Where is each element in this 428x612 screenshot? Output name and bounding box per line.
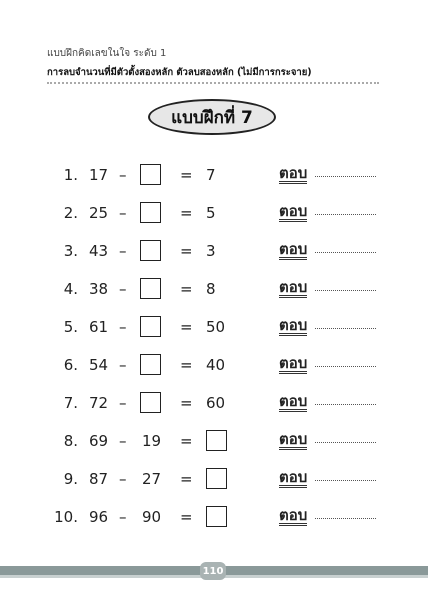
problem-row — [0, 238, 428, 264]
minuend: 87 — [89, 470, 109, 488]
exercise-title-pill — [148, 99, 276, 135]
result: 50 — [206, 318, 226, 336]
minuend: 54 — [89, 356, 109, 374]
problem-number: 6. — [63, 356, 78, 374]
answer-label: ตอบ — [279, 392, 308, 410]
answer-box[interactable] — [140, 392, 161, 413]
minuend: 72 — [89, 394, 109, 412]
problem-row — [0, 352, 428, 378]
equals-sign: = — [180, 394, 193, 412]
answer-label: ตอบ — [279, 354, 308, 372]
problem-number: 8. — [63, 432, 78, 450]
problem-row — [0, 314, 428, 340]
minus-sign: – — [119, 242, 127, 260]
answer-box[interactable] — [140, 316, 161, 337]
problem-number: 7. — [63, 394, 78, 412]
answer-box[interactable] — [206, 506, 227, 527]
answer-line[interactable] — [315, 176, 376, 177]
answer-line[interactable] — [315, 366, 376, 367]
answer-line[interactable] — [315, 214, 376, 215]
answer-box[interactable] — [206, 468, 227, 489]
answer-line[interactable] — [315, 480, 376, 481]
equals-sign: = — [180, 166, 193, 184]
answer-box[interactable] — [206, 430, 227, 451]
problem-number: 5. — [63, 318, 78, 336]
answer-box[interactable] — [140, 278, 161, 299]
subtrahend: 27 — [142, 470, 162, 488]
minus-sign: – — [119, 508, 127, 526]
answer-line[interactable] — [315, 518, 376, 519]
equals-sign: = — [180, 204, 193, 222]
answer-label: ตอบ — [279, 430, 308, 448]
answer-label: ตอบ — [279, 240, 308, 258]
answer-label: ตอบ — [279, 506, 308, 524]
problem-row — [0, 276, 428, 302]
subtrahend: 90 — [142, 508, 162, 526]
minuend: 96 — [89, 508, 109, 526]
minuend: 43 — [89, 242, 109, 260]
answer-line[interactable] — [315, 290, 376, 291]
problem-number: 9. — [63, 470, 78, 488]
minus-sign: – — [119, 166, 127, 184]
answer-box[interactable] — [140, 164, 161, 185]
problem-row — [0, 162, 428, 188]
minus-sign: – — [119, 280, 127, 298]
minuend: 25 — [89, 204, 109, 222]
answer-box[interactable] — [140, 240, 161, 261]
answer-label: ตอบ — [279, 316, 308, 334]
answer-box[interactable] — [140, 354, 161, 375]
minus-sign: – — [119, 470, 127, 488]
lesson-subtitle: การลบจำนวนที่มีตัวตั้งสองหลัก ตัวลบสองหลัก (ไม่มีการกระจาย) — [47, 67, 312, 78]
problem-row — [0, 466, 428, 492]
minus-sign: – — [119, 204, 127, 222]
problem-row — [0, 428, 428, 454]
minuend: 69 — [89, 432, 109, 450]
equals-sign: = — [180, 508, 193, 526]
problem-number: 4. — [63, 280, 78, 298]
equals-sign: = — [180, 470, 193, 488]
problem-number: 3. — [63, 242, 78, 260]
minuend: 17 — [89, 166, 109, 184]
equals-sign: = — [180, 242, 193, 260]
minus-sign: – — [119, 432, 127, 450]
subtrahend: 19 — [142, 432, 162, 450]
problem-number: 1. — [63, 166, 78, 184]
answer-label: ตอบ — [279, 278, 308, 296]
minus-sign: – — [119, 356, 127, 374]
answer-line[interactable] — [315, 442, 376, 443]
page-number: 110 — [200, 562, 226, 580]
minuend: 61 — [89, 318, 109, 336]
problem-number: 10. — [54, 508, 78, 526]
answer-box[interactable] — [140, 202, 161, 223]
answer-line[interactable] — [315, 252, 376, 253]
answer-line[interactable] — [315, 404, 376, 405]
problem-row — [0, 390, 428, 416]
result: 3 — [206, 242, 216, 260]
equals-sign: = — [180, 318, 193, 336]
result: 40 — [206, 356, 226, 374]
result: 60 — [206, 394, 226, 412]
minus-sign: – — [119, 394, 127, 412]
minus-sign: – — [119, 318, 127, 336]
equals-sign: = — [180, 280, 193, 298]
dotted-divider — [47, 82, 379, 84]
problem-number: 2. — [63, 204, 78, 222]
problem-row — [0, 504, 428, 530]
answer-label: ตอบ — [279, 468, 308, 486]
answer-line[interactable] — [315, 328, 376, 329]
result: 5 — [206, 204, 216, 222]
equals-sign: = — [180, 432, 193, 450]
series-title: แบบฝึกคิดเลขในใจ ระดับ 1 — [47, 48, 167, 59]
equals-sign: = — [180, 356, 193, 374]
answer-label: ตอบ — [279, 202, 308, 220]
result: 8 — [206, 280, 216, 298]
result: 7 — [206, 166, 216, 184]
minuend: 38 — [89, 280, 109, 298]
problem-row — [0, 200, 428, 226]
answer-label: ตอบ — [279, 164, 308, 182]
exercise-title: แบบฝึกที่ 7 — [171, 107, 253, 128]
